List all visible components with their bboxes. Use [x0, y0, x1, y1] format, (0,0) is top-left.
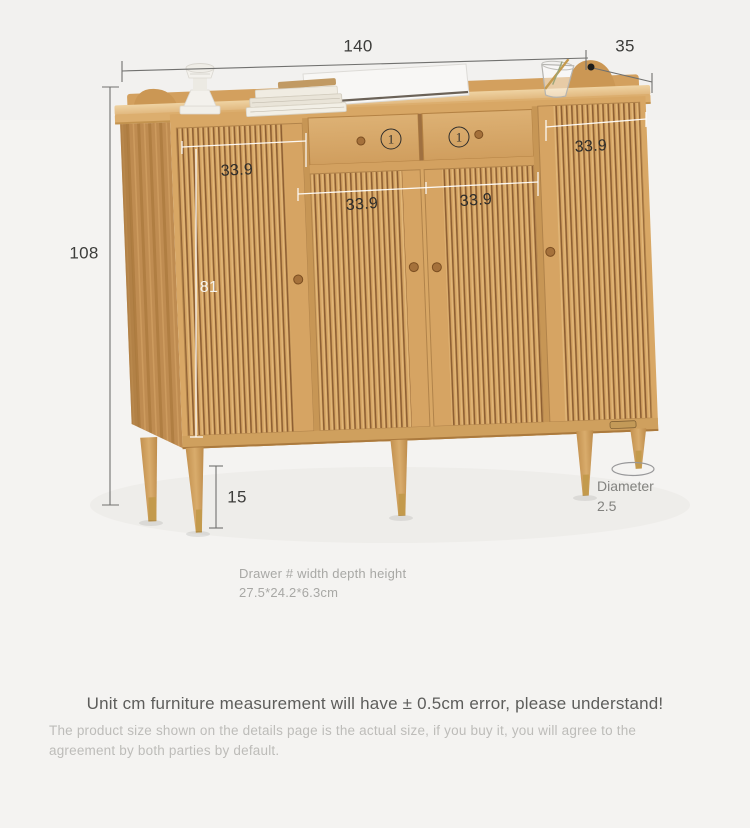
dim-left-door-label: 33.9: [220, 161, 254, 180]
dim-middle-right-door-label: 33.9: [459, 190, 493, 211]
dim-middle-left-door-label: 33.9: [345, 194, 379, 215]
dim-15-label: 15: [227, 487, 247, 507]
drawer-right: [422, 109, 534, 160]
middle-right-door-knob: [432, 263, 441, 272]
brand-plate: [610, 421, 636, 429]
right-door-knob: [546, 247, 555, 256]
dim-81-label: 81: [199, 279, 219, 296]
dim-35-label: 35: [615, 36, 635, 56]
unit-note: Unit cm furniture measurement will have ± 0.5cm error, please understand!: [86, 694, 664, 713]
diameter-annotation: [597, 476, 654, 516]
drawer-spec-title: Drawer # width depth height: [239, 566, 407, 581]
drawer-spec-size: 27.5*24.2*6.3cm: [239, 585, 339, 600]
diameter-label: Diameter: [597, 478, 654, 494]
dim-108-label: 108: [69, 243, 99, 263]
drawer-left-knob: [357, 137, 365, 145]
drawer-right-knob: [475, 130, 483, 138]
drawer-left: [308, 114, 420, 165]
diameter-value: 2.5: [597, 498, 617, 514]
dim-140-label: 140: [343, 36, 373, 56]
drawer-marker-right: 1: [449, 127, 470, 148]
dim-right-door-label: 33.9: [574, 137, 608, 156]
disclaimer: The product size shown on the details page is the actual size, if you buy it, you will agree to the agreement by both parties by default.: [49, 723, 637, 759]
left-door-knob: [294, 275, 303, 284]
drawer-marker-left: 1: [381, 129, 402, 150]
dim-corner-dot: [588, 64, 595, 71]
drawer-spec: [239, 564, 406, 602]
middle-left-door-knob: [409, 262, 418, 271]
